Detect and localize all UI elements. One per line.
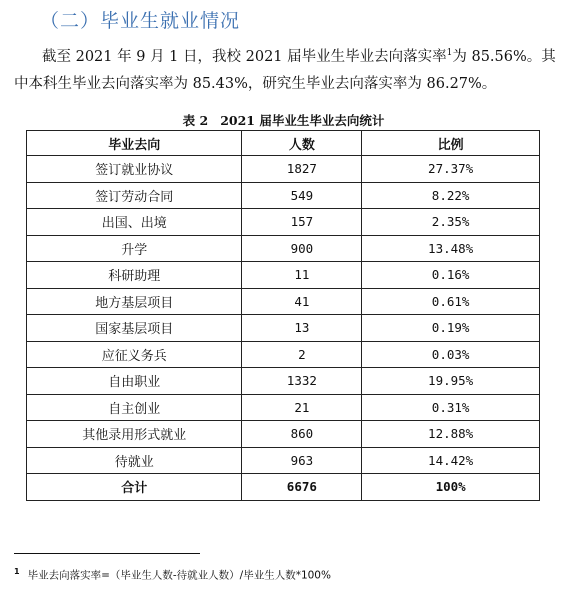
table-header-row bbox=[27, 131, 540, 156]
destination-cell: 合计 bbox=[27, 474, 242, 501]
header-count: 人数 bbox=[242, 131, 362, 156]
destination-cell: 其他录用形式就业 bbox=[27, 421, 242, 448]
table-row bbox=[27, 288, 540, 315]
ratio-cell: 0.19% bbox=[362, 315, 540, 342]
table-row bbox=[27, 156, 540, 183]
table-row bbox=[27, 341, 540, 368]
table-caption bbox=[0, 111, 567, 129]
table-row bbox=[27, 447, 540, 474]
ratio-cell: 0.61% bbox=[362, 288, 540, 315]
count-cell: 41 bbox=[242, 288, 362, 315]
table-row bbox=[27, 262, 540, 289]
ratio-cell: 100% bbox=[362, 474, 540, 501]
table-title: 2021 届毕业生毕业去向统计 bbox=[220, 113, 385, 128]
header-ratio: 比例 bbox=[362, 131, 540, 156]
table-number: 表 2 bbox=[182, 113, 209, 128]
destination-cell: 自主创业 bbox=[27, 394, 242, 421]
paragraph-text-1: 截至 2021 年 9 月 1 日，我校 2021 届毕业生毕业去向落实率 bbox=[42, 49, 447, 65]
destination-cell: 国家基层项目 bbox=[27, 315, 242, 342]
table-row bbox=[27, 421, 540, 448]
count-cell: 2 bbox=[242, 341, 362, 368]
ratio-cell: 13.48% bbox=[362, 235, 540, 262]
ratio-cell: 0.31% bbox=[362, 394, 540, 421]
ratio-cell: 2.35% bbox=[362, 209, 540, 236]
destination-cell: 应征义务兵 bbox=[27, 341, 242, 368]
count-cell: 6676 bbox=[242, 474, 362, 501]
footnote-reference[interactable]: 1 bbox=[446, 48, 453, 59]
summary-paragraph bbox=[14, 44, 559, 98]
destination-cell: 自由职业 bbox=[27, 368, 242, 395]
count-cell: 860 bbox=[242, 421, 362, 448]
table-total-row bbox=[27, 474, 540, 501]
table-row bbox=[27, 209, 540, 236]
table-row bbox=[27, 315, 540, 342]
ratio-cell: 12.88% bbox=[362, 421, 540, 448]
count-cell: 549 bbox=[242, 182, 362, 209]
count-cell: 157 bbox=[242, 209, 362, 236]
footnote-divider bbox=[14, 553, 200, 554]
footnote-marker: 1 bbox=[14, 567, 20, 576]
ratio-cell: 0.03% bbox=[362, 341, 540, 368]
table-row bbox=[27, 182, 540, 209]
count-cell: 11 bbox=[242, 262, 362, 289]
ratio-cell: 14.42% bbox=[362, 447, 540, 474]
ratio-cell: 27.37% bbox=[362, 156, 540, 183]
count-cell: 1827 bbox=[242, 156, 362, 183]
table-row bbox=[27, 235, 540, 262]
count-cell: 963 bbox=[242, 447, 362, 474]
destination-table bbox=[26, 130, 540, 501]
header-destination: 毕业去向 bbox=[27, 131, 242, 156]
ratio-cell: 8.22% bbox=[362, 182, 540, 209]
footnote-text: 毕业去向落实率=（毕业生人数-待就业人数）/毕业生人数*100% bbox=[27, 569, 331, 582]
paragraph-text-2: 为 85.56%。其中本科生毕业去向落实率为 85.43%，研究生毕业去向落实率为 86.27%。 bbox=[14, 49, 556, 92]
count-cell: 13 bbox=[242, 315, 362, 342]
destination-cell: 出国、出境 bbox=[27, 209, 242, 236]
destination-cell: 签订就业协议 bbox=[27, 156, 242, 183]
count-cell: 21 bbox=[242, 394, 362, 421]
count-cell: 1332 bbox=[242, 368, 362, 395]
section-heading: （二）毕业生就业情况 bbox=[40, 10, 241, 32]
count-cell: 900 bbox=[242, 235, 362, 262]
destination-cell: 地方基层项目 bbox=[27, 288, 242, 315]
footnote bbox=[14, 567, 331, 583]
ratio-cell: 0.16% bbox=[362, 262, 540, 289]
ratio-cell: 19.95% bbox=[362, 368, 540, 395]
destination-cell: 签订劳动合同 bbox=[27, 182, 242, 209]
table-row bbox=[27, 368, 540, 395]
table-row bbox=[27, 394, 540, 421]
destination-cell: 升学 bbox=[27, 235, 242, 262]
destination-cell: 科研助理 bbox=[27, 262, 242, 289]
destination-cell: 待就业 bbox=[27, 447, 242, 474]
